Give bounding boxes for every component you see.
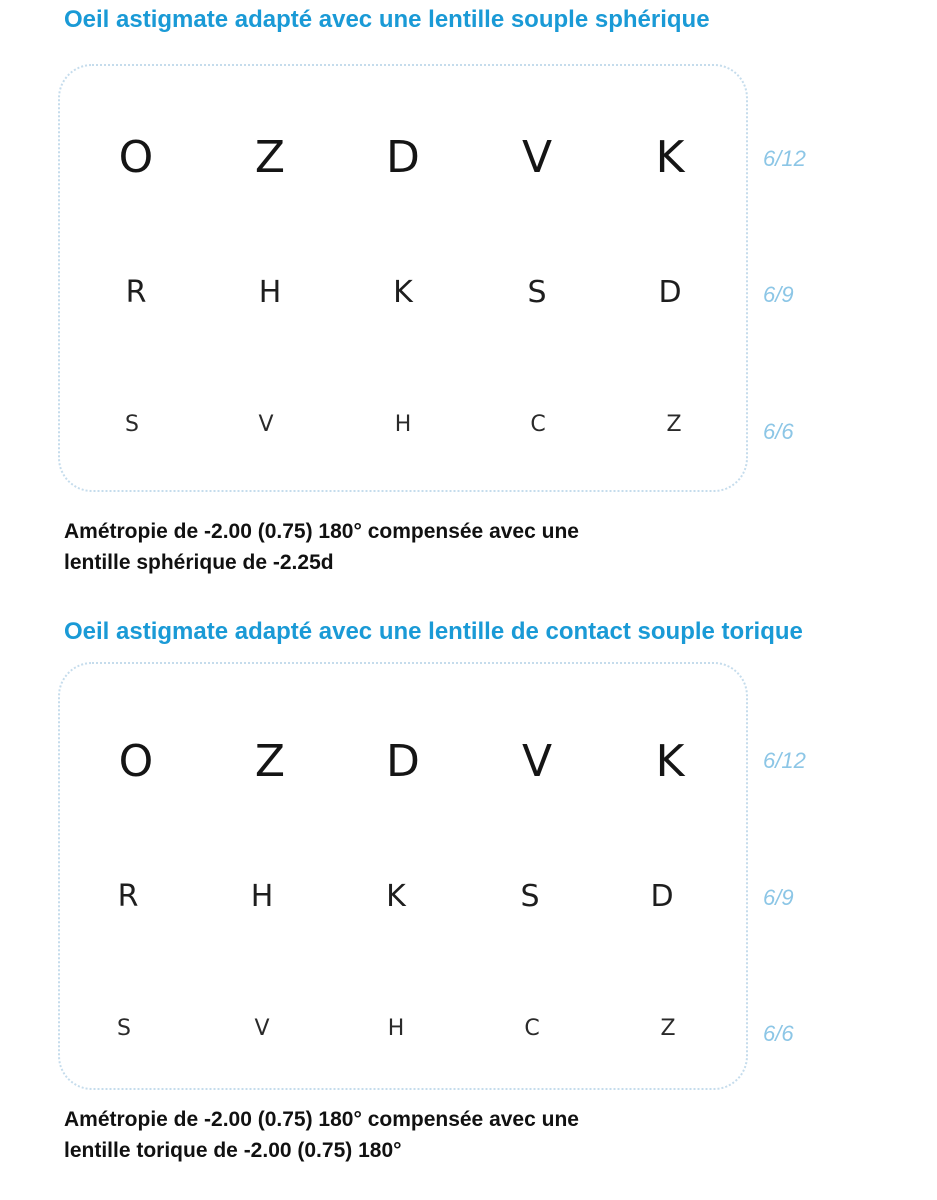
chart-letter: R <box>125 275 147 310</box>
caption-line: Amétropie de -2.00 (0.75) 180° compensée avec une <box>64 520 579 543</box>
acuity-label: 6/9 <box>763 885 794 910</box>
chart-letter: V <box>258 412 274 437</box>
chart-letter: O <box>118 736 154 787</box>
acuity-label: 6/9 <box>763 282 794 307</box>
chart-letter: S <box>520 879 540 914</box>
acuity-label: 6/6 <box>763 419 794 444</box>
chart-letter: Z <box>660 1016 676 1041</box>
caption-line: lentille torique de -2.00 (0.75) 180° <box>64 1139 402 1162</box>
chart-letter: K <box>386 879 406 914</box>
chart-letter: H <box>258 275 282 310</box>
section-title: Oeil astigmate adapté avec une lentille de contact souple torique <box>64 618 803 645</box>
caption-line: Amétropie de -2.00 (0.75) 180° compensée avec une <box>64 1108 579 1131</box>
chart-letter: R <box>117 879 139 914</box>
chart-letter: D <box>658 275 682 310</box>
chart-letter: S <box>527 275 547 310</box>
caption <box>64 1104 579 1166</box>
chart-letter: V <box>521 132 553 183</box>
chart-letter: S <box>125 412 139 437</box>
chart-letter: O <box>118 132 154 183</box>
section-title: Oeil astigmate adapté avec une lentille souple sphérique <box>64 6 710 33</box>
chart-letter: H <box>250 879 274 914</box>
chart-letter: Z <box>254 132 286 183</box>
chart-letter: S <box>117 1016 131 1041</box>
caption-line: lentille sphérique de -2.25d <box>64 551 334 574</box>
chart-letter: K <box>655 132 685 183</box>
chart-letter: Z <box>254 736 286 787</box>
chart-letter: D <box>386 132 420 183</box>
caption <box>64 516 579 578</box>
chart-letter: V <box>254 1016 270 1041</box>
chart-letter: D <box>386 736 420 787</box>
chart-letter: C <box>530 412 546 437</box>
acuity-label: 6/12 <box>763 146 806 171</box>
acuity-label: 6/12 <box>763 748 806 773</box>
chart-letter: V <box>521 736 553 787</box>
chart-letter: K <box>655 736 685 787</box>
chart-letter: C <box>524 1016 540 1041</box>
chart-letter: H <box>394 412 412 437</box>
chart-letter: K <box>393 275 413 310</box>
chart-letter: D <box>650 879 674 914</box>
chart-letter: H <box>387 1016 405 1041</box>
acuity-label: 6/6 <box>763 1021 794 1046</box>
chart-letter: Z <box>666 412 682 437</box>
